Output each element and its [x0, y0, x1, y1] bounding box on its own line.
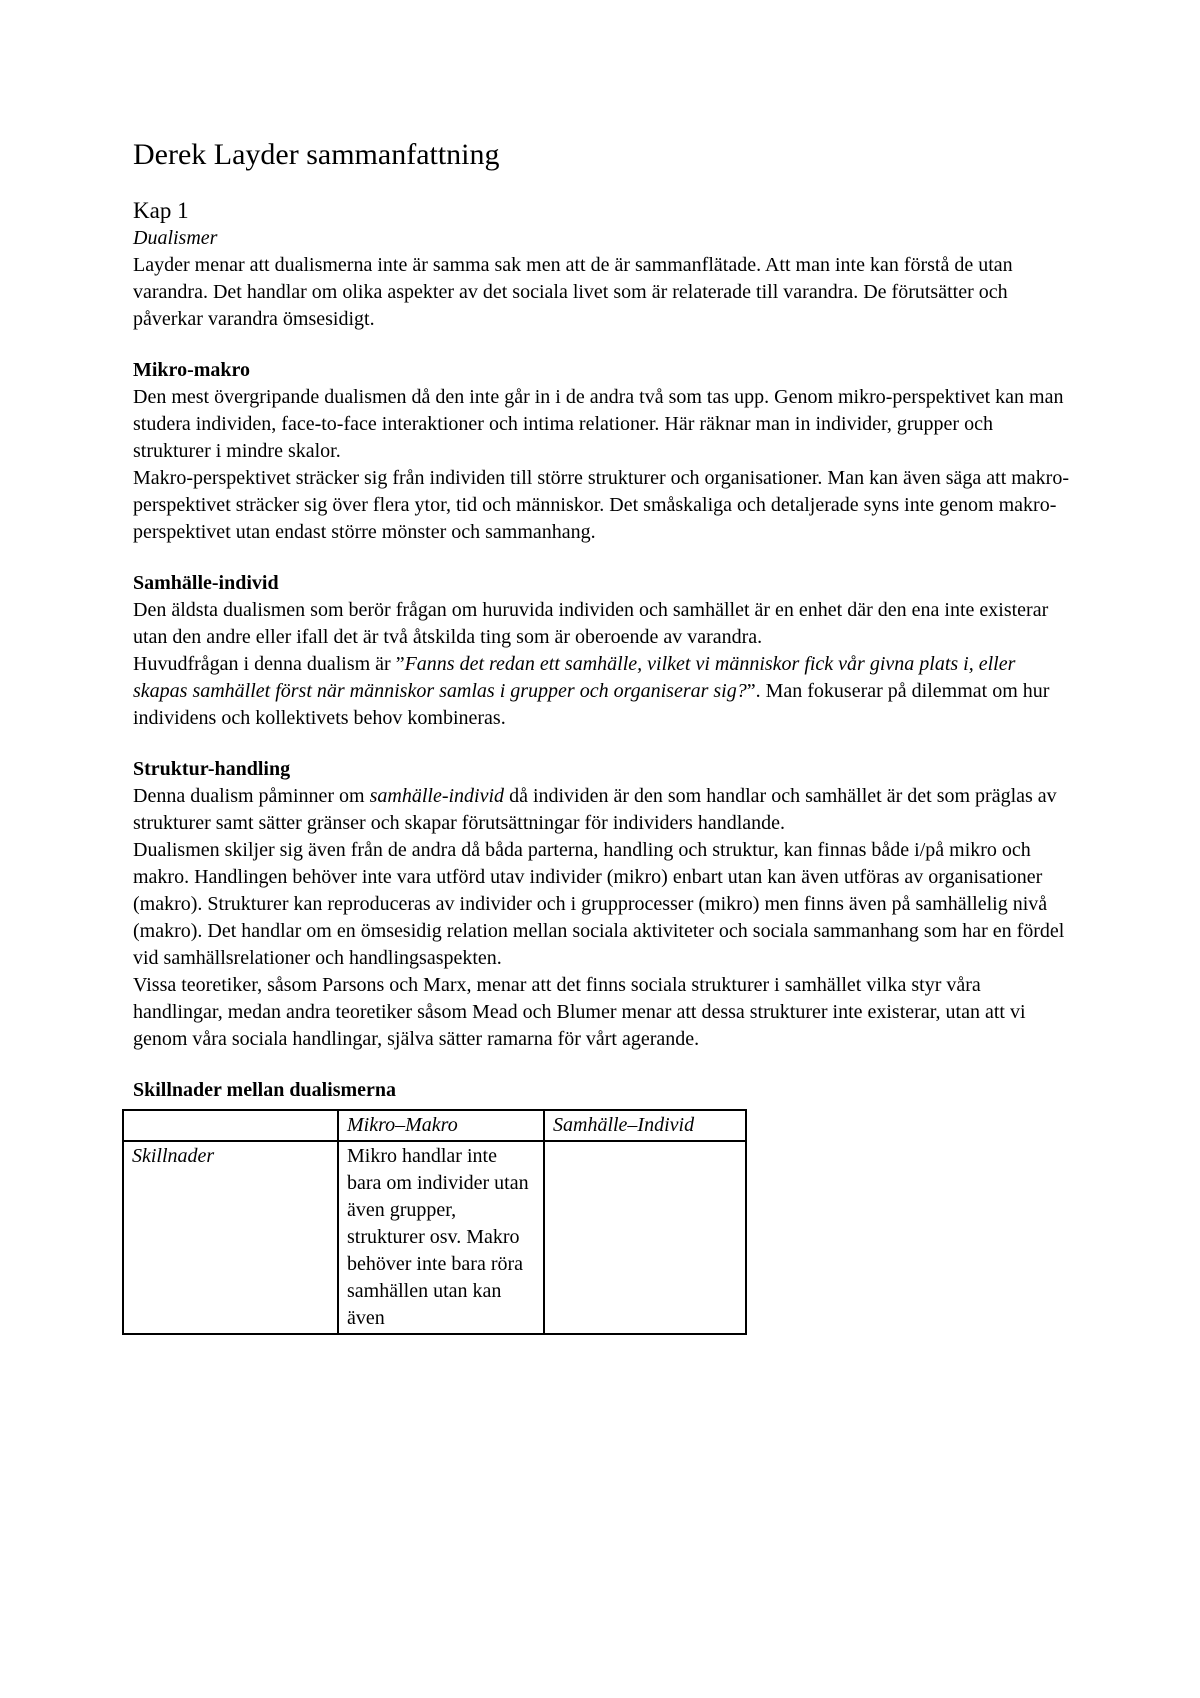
- section-mikro-makro: [133, 357, 1070, 546]
- paragraph-samhalle-individ-1: Den äldsta dualismen som berör frågan om huruvida individen och samhället är en enhet där den ena inte existerar utan den andre eller ifall det är två åtskilda ting som är oberoende av varandra.: [133, 599, 1049, 648]
- struktur-text-after: då individen är den som handlar och samhället är det som präglas av strukturer samt sätter gränser och skapar förutsättningar för individers handlande.: [133, 785, 1057, 834]
- table-header-row: [123, 1110, 746, 1141]
- paragraph-mikro-makro-1: Den mest övergripande dualismen då den inte går in i de andra två som tas upp. Genom mikro-perspektivet kan man studera individen, face-to-face interaktioner och intima relationer. Här räknar man in individer, grupper och strukturer i mindre skalor.: [133, 386, 1064, 462]
- table-cell-samhalle-individ: [544, 1141, 746, 1334]
- section-struktur-handling: [133, 756, 1070, 1053]
- section-skillnader: [133, 1077, 1070, 1335]
- heading-mikro-makro: Mikro-makro: [133, 359, 251, 381]
- heading-samhalle-individ: Samhälle-individ: [133, 572, 279, 594]
- heading-skillnader: Skillnader mellan dualismerna: [133, 1079, 397, 1101]
- subsection-heading-dualismer: Dualismer: [133, 227, 218, 249]
- table-header-samhalle-individ: Samhälle–Individ: [544, 1110, 746, 1141]
- quote-lead-in: Huvudfrågan i denna dualism är ”: [133, 653, 405, 675]
- heading-struktur-handling: Struktur-handling: [133, 758, 291, 780]
- paragraph-struktur-handling-2: Dualismen skiljer sig även från de andra då båda parterna, handling och struktur, kan finnas både i/på mikro och makro. Handlingen behöver inte vara utförd utav individer (mikro) enbart utan kan även utföras av organisationer (makro). Strukturer kan reproduceras av individer och i grupprocesser (mikro) men finns även på samhällelig nivå (makro). Det handlar om en ömsesidig relation mellan sociala aktiviteter och sociala sammanhang som har en fördel vid samhällsrelationer och handlingsaspekten.: [133, 839, 1065, 969]
- chapter-heading: Kap 1: [133, 198, 189, 223]
- quoted-question: Fanns det redan ett samhälle, vilket vi människor fick vår givna plats i, eller skapas samhället först när människor samlas i grupper och organiserar sig?: [133, 653, 1016, 702]
- paragraph-samhalle-individ-2: [133, 651, 1070, 732]
- table-header-empty-cell: [123, 1110, 338, 1141]
- quote-follow-up: ”. Man fokuserar på dilemmat om hur individens och kollektivets behov kombineras.: [133, 680, 1050, 729]
- table-cell-mikro-makro: Mikro handlar inte bara om individer utan även grupper, strukturer osv. Makro behöver inte bara röra samhällen utan kan även: [338, 1141, 544, 1334]
- paragraph-struktur-handling-1: [133, 783, 1070, 837]
- dualism-comparison-table: [122, 1109, 747, 1335]
- paragraph-mikro-makro-2: Makro-perspektivet sträcker sig från individen till större strukturer och organisationer. Man kan även säga att makro-perspektivet sträcker sig över flera ytor, tid och människor. Det småskaliga och detaljerade syns inte genom makro-perspektivet utan endast större mönster och sammanhang.: [133, 467, 1070, 543]
- table-row-skillnader: [123, 1141, 746, 1334]
- section-dualismer: [133, 225, 1070, 333]
- table-header-mikro-makro: Mikro–Makro: [338, 1110, 544, 1141]
- section-samhalle-individ: [133, 570, 1070, 732]
- struktur-text-before: Denna dualism påminner om: [133, 785, 370, 807]
- document-title: Derek Layder sammanfattning: [133, 138, 500, 171]
- table-row-label-skillnader: Skillnader: [123, 1141, 338, 1334]
- paragraph-struktur-handling-3: Vissa teoretiker, såsom Parsons och Marx, menar att det finns sociala strukturer i samhället vilka styr våra handlingar, medan andra teoretiker såsom Mead och Blumer menar att dessa strukturer inte existerar, utan att vi genom våra sociala handlingar, själva sätter ramarna för vårt agerande.: [133, 974, 1026, 1050]
- paragraph-dualismer: Layder menar att dualismerna inte är samma sak men att de är sammanflätade. Att man inte kan förstå de utan varandra. Det handlar om olika aspekter av det sociala livet som är relaterade till varandra. De förutsätter och påverkar varandra ömsesidigt.: [133, 254, 1013, 330]
- struktur-italic-term: samhälle-individ: [369, 785, 505, 807]
